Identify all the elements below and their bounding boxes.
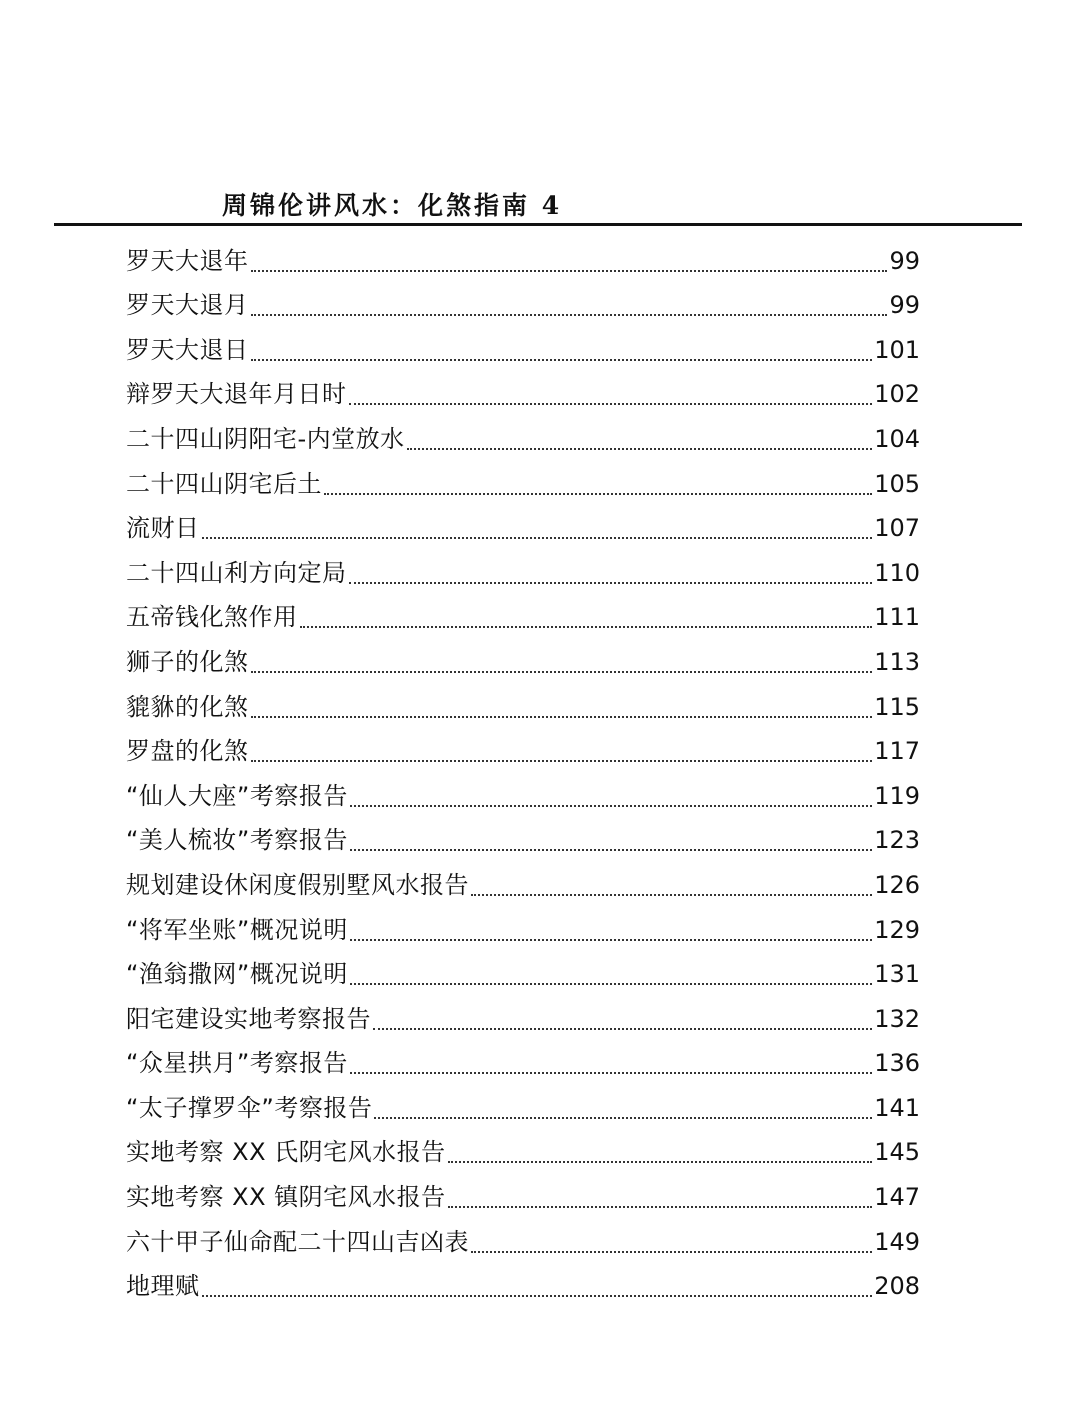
toc-entry-title: 貔貅的化煞	[126, 692, 249, 721]
toc-entry	[126, 902, 920, 947]
toc-entry-title: 罗盘的化煞	[126, 737, 249, 766]
toc-entry-page-number: 105	[874, 469, 920, 498]
toc-entry-page-number: 126	[874, 870, 920, 899]
dot-leader	[350, 1072, 872, 1074]
dot-leader	[374, 1117, 872, 1119]
toc-entry	[126, 1036, 920, 1081]
toc-entry-page-number: 102	[874, 380, 920, 409]
toc-entry	[126, 1080, 920, 1125]
dot-leader	[407, 448, 873, 450]
dot-leader	[251, 671, 873, 673]
toc-entry-title: “将军坐账”概况说明	[126, 915, 348, 944]
toc-entry	[126, 501, 920, 546]
table-of-contents	[126, 233, 920, 1303]
dot-leader	[373, 1028, 872, 1030]
dot-leader	[251, 314, 888, 316]
toc-entry-title: 罗天大退日	[126, 335, 249, 364]
toc-entry	[126, 278, 920, 323]
toc-entry-page-number: 104	[874, 424, 920, 453]
toc-entry-title: 阳宅建设实地考察报告	[126, 1004, 371, 1033]
toc-entry-title: 地理赋	[126, 1272, 200, 1301]
toc-entry-page-number: 101	[874, 335, 920, 364]
dot-leader	[471, 1251, 872, 1253]
toc-entry	[126, 813, 920, 858]
toc-entry	[126, 1125, 920, 1170]
running-head: 周锦伦讲风水：化煞指南 4	[222, 191, 563, 220]
toc-entry-page-number: 145	[874, 1138, 920, 1167]
dot-leader	[251, 359, 873, 361]
toc-entry-page-number: 115	[874, 692, 920, 721]
toc-entry-title: 实地考察 XX 镇阴宅风水报告	[126, 1183, 446, 1212]
toc-entry	[126, 724, 920, 769]
toc-entry-title: “众星拱月”考察报告	[126, 1049, 348, 1078]
toc-entry-title: 六十甲子仙命配二十四山吉凶表	[126, 1227, 469, 1256]
dot-leader	[202, 537, 873, 539]
toc-entry-title: 实地考察 XX 氏阴宅风水报告	[126, 1138, 446, 1167]
toc-entry	[126, 590, 920, 635]
dot-leader	[300, 626, 873, 628]
toc-entry-title: “太子撑罗伞”考察报告	[126, 1093, 373, 1122]
toc-entry	[126, 1169, 920, 1214]
toc-entry-title: 二十四山阴阳宅-内堂放水	[126, 424, 405, 453]
toc-entry	[126, 1259, 920, 1304]
dot-leader	[350, 939, 872, 941]
dot-leader	[251, 760, 873, 762]
dot-leader	[350, 805, 872, 807]
toc-entry-page-number: 99	[889, 246, 920, 275]
toc-entry-page-number: 141	[874, 1093, 920, 1122]
header-rule	[54, 223, 1022, 226]
toc-entry	[126, 545, 920, 590]
toc-entry-page-number: 208	[874, 1272, 920, 1301]
dot-leader	[251, 270, 888, 272]
toc-entry-page-number: 111	[874, 603, 920, 632]
toc-entry	[126, 947, 920, 992]
toc-entry-title: 罗天大退年	[126, 246, 249, 275]
toc-entry	[126, 768, 920, 813]
toc-entry-page-number: 107	[874, 514, 920, 543]
dot-leader	[448, 1206, 873, 1208]
toc-entry	[126, 679, 920, 724]
dot-leader	[350, 983, 872, 985]
toc-entry-title: 罗天大退月	[126, 291, 249, 320]
toc-entry-page-number: 132	[874, 1004, 920, 1033]
dot-leader	[202, 1295, 873, 1297]
toc-entry	[126, 456, 920, 501]
dot-leader	[448, 1161, 873, 1163]
toc-entry-page-number: 123	[874, 826, 920, 855]
toc-entry-page-number: 147	[874, 1183, 920, 1212]
toc-entry-page-number: 117	[874, 737, 920, 766]
toc-entry-title: 二十四山利方向定局	[126, 558, 347, 587]
toc-entry-page-number: 110	[874, 558, 920, 587]
toc-entry-title: 辩罗天大退年月日时	[126, 380, 347, 409]
toc-entry	[126, 991, 920, 1036]
toc-entry-title: “美人梳妆”考察报告	[126, 826, 348, 855]
toc-entry-title: “仙人大座”考察报告	[126, 781, 348, 810]
dot-leader	[471, 894, 872, 896]
dot-leader	[349, 582, 873, 584]
toc-entry	[126, 1214, 920, 1259]
toc-entry-page-number: 113	[874, 647, 920, 676]
toc-entry-title: 狮子的化煞	[126, 647, 249, 676]
dot-leader	[350, 849, 872, 851]
dot-leader	[324, 493, 872, 495]
toc-entry-title: “渔翁撒网”概况说明	[126, 960, 348, 989]
toc-entry-page-number: 136	[874, 1049, 920, 1078]
toc-entry	[126, 634, 920, 679]
toc-entry	[126, 322, 920, 367]
toc-entry-page-number: 131	[874, 960, 920, 989]
dot-leader	[349, 403, 873, 405]
toc-entry-title: 二十四山阴宅后土	[126, 469, 322, 498]
toc-entry-title: 五帝钱化煞作用	[126, 603, 298, 632]
toc-entry	[126, 233, 920, 278]
toc-entry	[126, 411, 920, 456]
toc-entry	[126, 367, 920, 412]
toc-entry-page-number: 119	[874, 781, 920, 810]
dot-leader	[251, 716, 873, 718]
toc-entry-title: 规划建设休闲度假别墅风水报告	[126, 870, 469, 899]
toc-entry-page-number: 99	[889, 291, 920, 320]
toc-entry	[126, 857, 920, 902]
toc-entry-page-number: 149	[874, 1227, 920, 1256]
toc-entry-title: 流财日	[126, 514, 200, 543]
toc-entry-page-number: 129	[874, 915, 920, 944]
